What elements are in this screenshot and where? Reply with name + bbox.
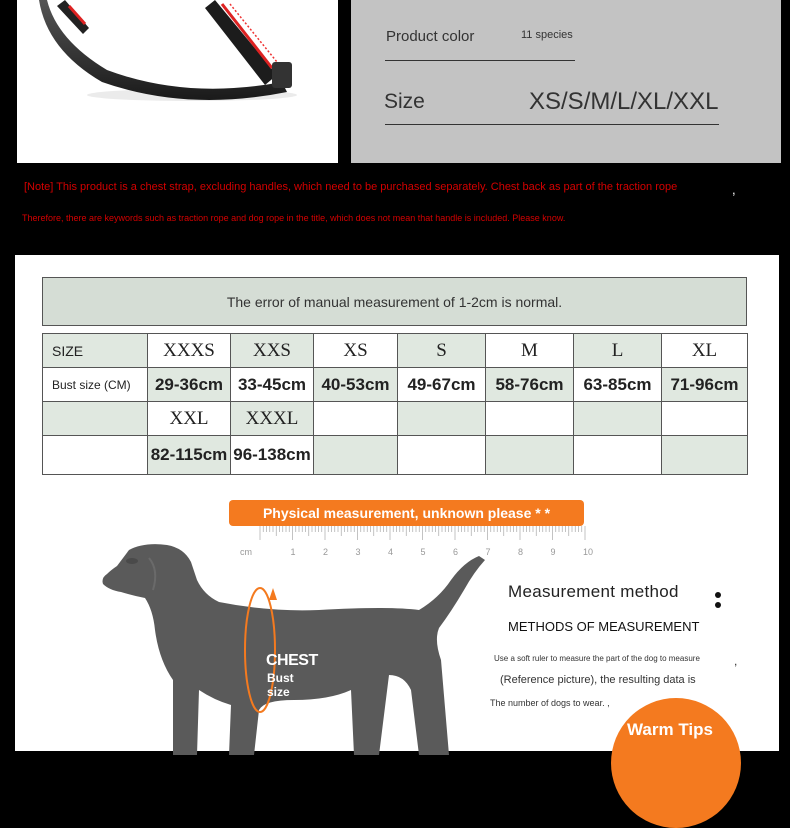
ruler-number: 9 <box>550 547 556 557</box>
measurement-instruction-line: The number of dogs to wear. , <box>490 698 610 708</box>
table-cell: L <box>574 334 662 368</box>
table-cell: 40-53cm <box>314 368 398 402</box>
product-color-label: Product color <box>386 28 475 45</box>
note-line-2: Therefore, there are keywords such as traction rope and dog rope in the title, which does not mean that handle is included. Please know. <box>22 213 566 223</box>
chest-label: CHEST <box>266 652 318 669</box>
ruler-number: 2 <box>323 547 329 557</box>
table-cell: M <box>486 334 574 368</box>
ruler-unit: cm <box>240 547 252 557</box>
ruler-number: 8 <box>518 547 524 557</box>
table-cell: 33-45cm <box>231 368 314 402</box>
table-cell: 29-36cm <box>148 368 231 402</box>
table-cell <box>43 436 148 475</box>
ruler-number: 5 <box>420 547 426 557</box>
measurement-instruction-line: Use a soft ruler to measure the part of the dog to measure <box>494 654 700 663</box>
warm-tips-label: Warm Tips <box>627 720 713 739</box>
ruler-number: 3 <box>355 547 361 557</box>
table-cell: S <box>398 334 486 368</box>
product-color-value: 11 species <box>521 29 573 41</box>
table-cell: XS <box>314 334 398 368</box>
table-cell: XXS <box>231 334 314 368</box>
dog-silhouette <box>89 540 509 755</box>
ruler-ticks <box>260 526 585 540</box>
measurement-method-title: Measurement method <box>508 582 679 601</box>
ruler-number: 7 <box>485 547 491 557</box>
table-row <box>43 334 748 368</box>
table-cell: XL <box>662 334 748 368</box>
table-cell <box>486 402 574 436</box>
table-cell <box>398 402 486 436</box>
divider <box>385 60 575 61</box>
table-cell: SIZE <box>43 334 148 368</box>
size-table <box>42 333 748 475</box>
size-label: Size <box>384 90 425 113</box>
table-cell: XXL <box>148 402 231 436</box>
table-cell <box>574 402 662 436</box>
ruler-number: 10 <box>583 547 594 557</box>
table-cell: XXXL <box>231 402 314 436</box>
divider <box>385 124 719 125</box>
table-cell <box>662 402 748 436</box>
table-cell <box>486 436 574 475</box>
ruler-number: 6 <box>453 547 459 557</box>
note-line-1-tail: , <box>732 182 736 197</box>
table-cell <box>662 436 748 475</box>
physical-measurement-banner: Physical measurement, unknown please * * <box>229 500 584 526</box>
table-cell <box>314 402 398 436</box>
table-cell: XXXS <box>148 334 231 368</box>
measurement-method-subtitle: METHODS OF MEASUREMENT <box>508 619 700 634</box>
size-value: XS/S/M/L/XL/XXL <box>529 88 719 115</box>
table-cell: 49-67cm <box>398 368 486 402</box>
ruler-number: 4 <box>388 547 394 557</box>
table-cell: 82-115cm <box>148 436 231 475</box>
table-cell: 58-76cm <box>486 368 574 402</box>
table-cell: Bust size (CM) <box>43 368 148 402</box>
product-image <box>17 0 338 163</box>
measurement-instruction-line: (Reference picture), the resulting data is <box>500 674 696 686</box>
bust-size-label: Bust size <box>267 671 294 699</box>
size-chart-panel <box>15 255 779 751</box>
table-cell: 96-138cm <box>231 436 314 475</box>
note-line-1: [Note] This product is a chest strap, excluding handles, which need to be purchased separately. Chest back as part of the traction rope <box>24 181 678 193</box>
table-row <box>43 368 748 402</box>
measurement-instruction-punctuation: , <box>734 654 738 668</box>
colon-icon <box>715 591 721 611</box>
table-cell <box>574 436 662 475</box>
table-row <box>43 402 748 436</box>
table-cell: 71-96cm <box>662 368 748 402</box>
measurement-error-banner: The error of manual measurement of 1-2cm is normal. <box>42 277 747 326</box>
harness-illustration <box>17 0 338 163</box>
table-cell <box>398 436 486 475</box>
table-cell <box>43 402 148 436</box>
ruler-number: 1 <box>290 547 296 557</box>
table-row <box>43 436 748 475</box>
warm-tips-badge <box>611 698 741 828</box>
table-cell <box>314 436 398 475</box>
spec-panel <box>351 0 781 163</box>
table-cell: 63-85cm <box>574 368 662 402</box>
